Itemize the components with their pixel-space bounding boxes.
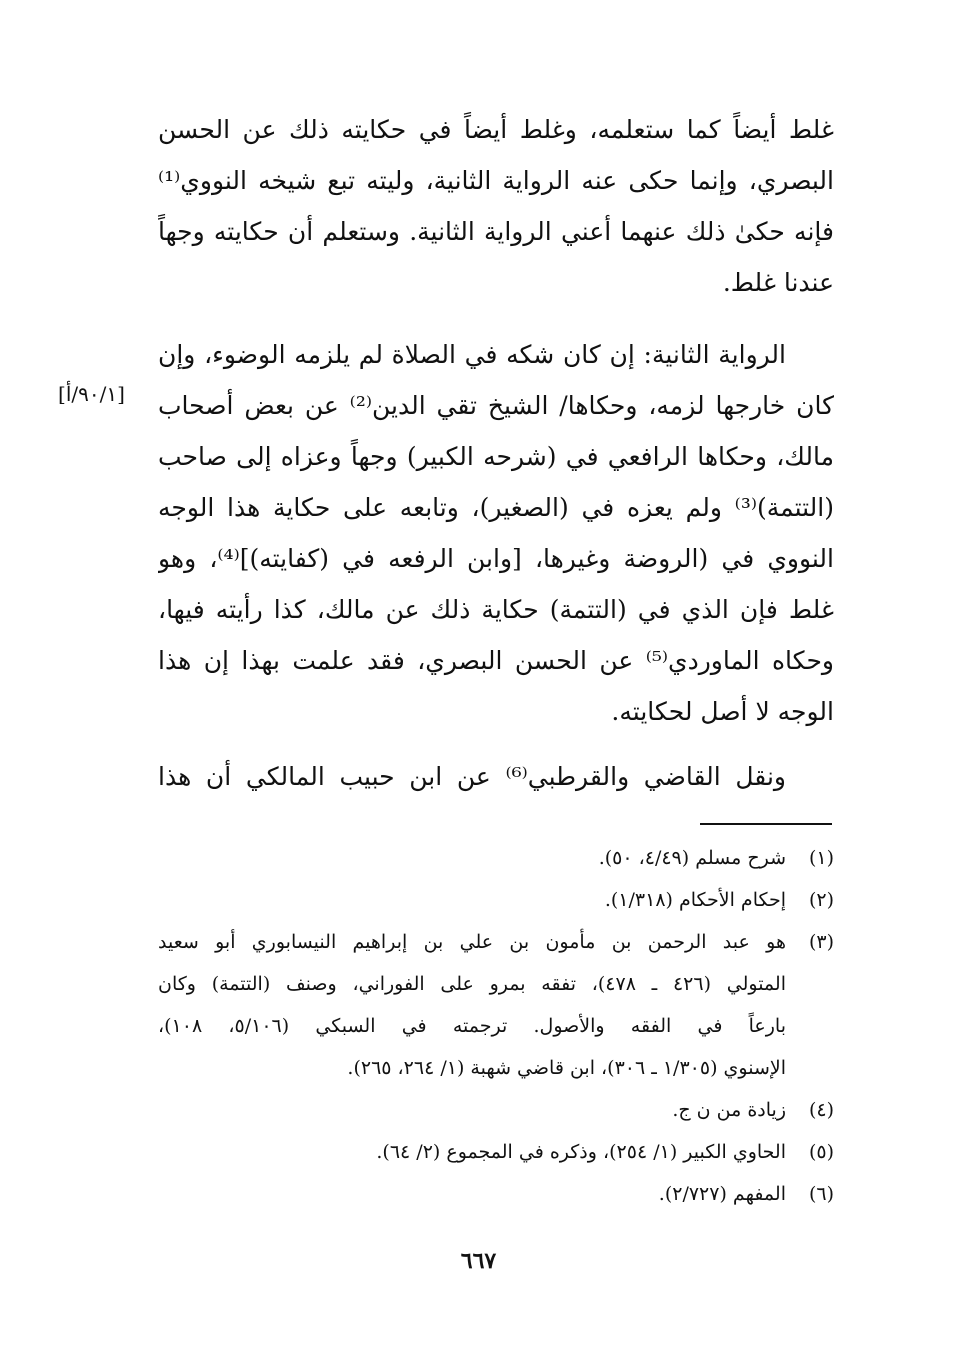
manuscript-folio-reference: [٩٠/١/أ] bbox=[58, 382, 125, 406]
footnote-line: زيادة من ن ج. bbox=[672, 1099, 786, 1121]
paragraph-1 bbox=[158, 104, 834, 308]
footnote-line: المفهم (٢/٧٢٧). bbox=[658, 1183, 786, 1205]
footnotes bbox=[158, 837, 834, 1215]
text-line: غلط أيضاً كما ستعلمه، وغلط أيضاً في حكايته ذلك عن الحسن bbox=[158, 115, 834, 144]
text-line: عندنا غلط. bbox=[722, 268, 834, 297]
text-line: كان خارجها لزمه، وحكاها/ الشيخ تقي الدين⁽²⁾ عن بعض أصحاب bbox=[158, 391, 834, 420]
text-line: الرواية الثانية: إن كان شكه في الصلاة لم يلزمه الوضوء، وإن bbox=[158, 340, 786, 369]
text-line: غلط فإن الذي في (التتمة) حكاية ذلك عن مالك، كذا رأيته فيها، bbox=[158, 595, 834, 624]
paragraph-3 bbox=[158, 751, 834, 802]
text-line: الوجه لا أصل لحكايته. bbox=[611, 697, 834, 726]
footnote-line: شرح مسلم (٤/٤٩، ٥٠). bbox=[598, 847, 786, 869]
text-line: ونقل القاضي والقرطبي⁽⁶⁾ عن ابن حبيب المالكي أن هذا bbox=[158, 762, 786, 791]
footnote-line: المتولي (٤٢٦ ـ ٤٧٨)، تفقه بمرو على الفوراني، وصنف (التتمة) وكان bbox=[158, 973, 786, 995]
footnote-number: (٦) bbox=[808, 1183, 834, 1205]
text-line: (التتمة)⁽³⁾ ولم يعزه في (الصغير)، وتابعه على حكاية هذا الوجه bbox=[158, 493, 834, 522]
text-line: مالك، وحكاها الرافعي في (شرحه الكبير) وجهاً وعزاه إلى صاحب bbox=[158, 442, 834, 471]
text-line: النووي في (الروضة وغيرها، [وابن الرفعه في (كفايته)]⁽⁴⁾، وهو bbox=[158, 544, 834, 573]
footnote-line: هو عبد الرحمن بن مأمون بن علي بن إبراهيم النيسابوري أبو سعيد bbox=[158, 931, 786, 953]
footnote bbox=[158, 1089, 834, 1131]
footnote bbox=[158, 1173, 834, 1215]
page-number: ٦٦٧ bbox=[460, 1248, 497, 1274]
footnote-number: (٥) bbox=[808, 1141, 834, 1163]
footnote-separator bbox=[700, 823, 832, 825]
footnote bbox=[158, 879, 834, 921]
footnote bbox=[158, 837, 834, 879]
footnote-line: الإسنوي (١/٣٠٥ ـ ٣٠٦)، ابن قاضي شهبة (١/ ٢٦٤، ٢٦٥). bbox=[347, 1057, 786, 1079]
footnote bbox=[158, 921, 834, 1089]
footnote-number: (١) bbox=[808, 847, 834, 869]
text-line: البصري، وإنما حكى عنه الرواية الثانية، وليته تبع شيخه النووي⁽¹⁾ bbox=[158, 166, 834, 195]
footnote-line: بارعاً في الفقه والأصول. ترجمته في السبكي (٥/١٠٦، ١٠٨)، bbox=[158, 1015, 786, 1037]
footnote-line: الحاوي الكبير (١/ ٢٥٤)، وذكره في المجموع (٢/ ٦٤). bbox=[376, 1141, 786, 1163]
footnote-number: (٤) bbox=[808, 1099, 834, 1121]
footnote-number: (٣) bbox=[808, 931, 834, 953]
text-line: فإنه حكىٰ ذلك عنهما أعني الرواية الثانية. وستعلم أن حكايته وجهاً bbox=[158, 217, 834, 246]
footnote-line: إحكام الأحكام (١/٣١٨). bbox=[604, 889, 786, 911]
text-line: وحكاه الماوردي⁽⁵⁾ عن الحسن البصري، فقد علمت بهذا إن هذا bbox=[158, 646, 834, 675]
footnote-number: (٢) bbox=[808, 889, 834, 911]
paragraph-2 bbox=[158, 329, 834, 737]
footnote bbox=[158, 1131, 834, 1173]
